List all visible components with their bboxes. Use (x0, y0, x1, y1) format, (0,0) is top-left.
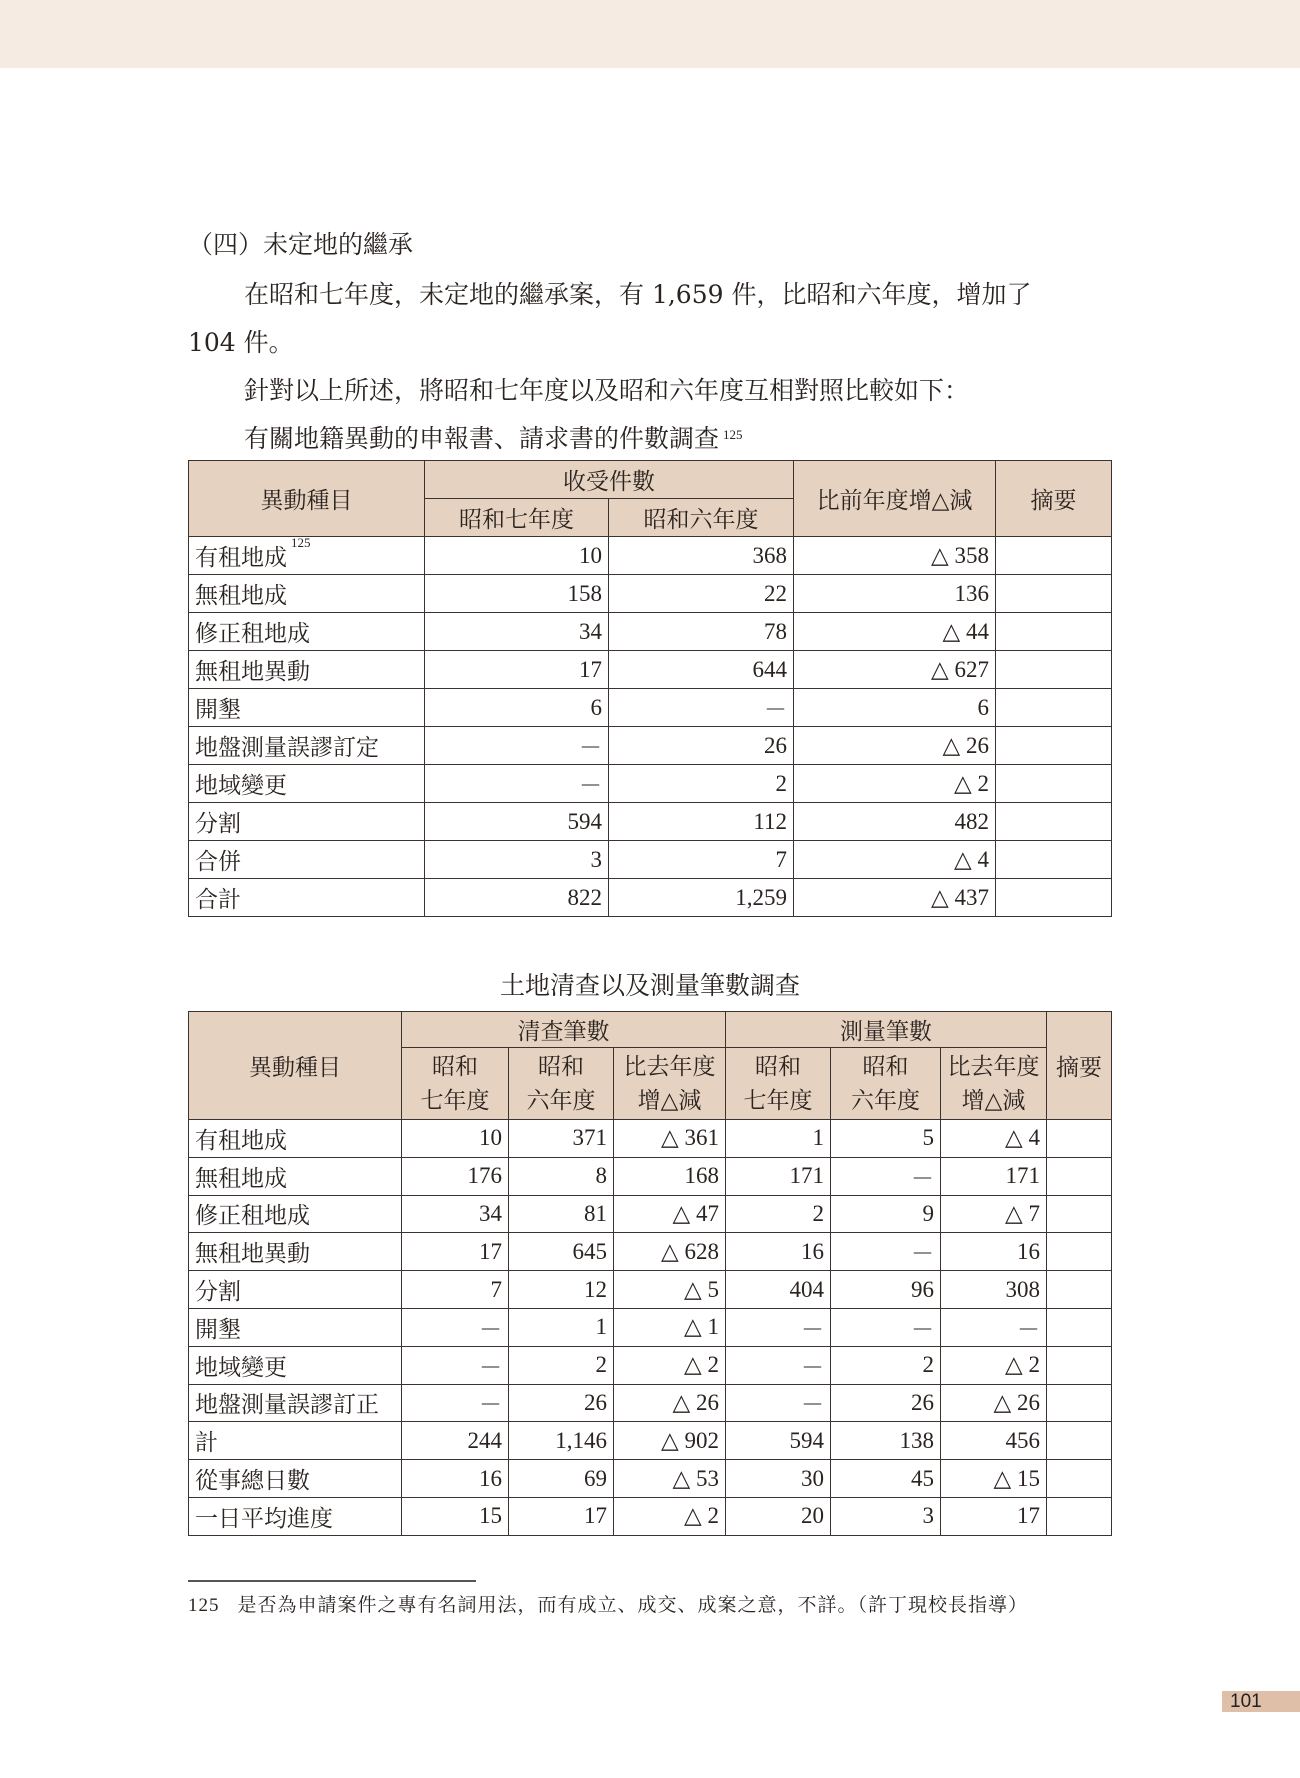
header-year6: 昭和六年度 (609, 499, 794, 537)
row-label-text: 有租地成 (195, 545, 287, 571)
cell-summary (1047, 1460, 1112, 1498)
cell-inspection-change: △ 628 (614, 1233, 726, 1271)
cell-year7: 10 (425, 537, 609, 575)
row-label: 修正租地成 (189, 1195, 402, 1233)
table-row (189, 879, 1112, 917)
table-row (189, 1195, 1112, 1233)
cell-survey-change: － (941, 1308, 1047, 1346)
paragraph-1-cont: 104 件。 (188, 328, 294, 357)
cell-inspection-change: △ 5 (614, 1271, 726, 1309)
header-summary: 摘要 (996, 461, 1112, 537)
header-line: 昭和 (538, 1053, 584, 1080)
cell-year6: 644 (609, 651, 794, 689)
header-line: 昭和 (755, 1053, 801, 1080)
header-line: 昭和 (432, 1053, 478, 1080)
cell-summary (996, 689, 1112, 727)
table-row (189, 1384, 1112, 1422)
cell-inspection-year7: 34 (402, 1195, 509, 1233)
header-line: 比去年度 (623, 1053, 716, 1080)
cell-summary (996, 575, 1112, 613)
header-inspection-year7 (402, 1048, 509, 1120)
cell-survey-year7: 171 (726, 1157, 831, 1195)
row-label (189, 689, 425, 727)
cell-year7: 6 (425, 689, 609, 727)
cell-summary (1047, 1120, 1112, 1158)
cell-survey-year6: － (831, 1233, 941, 1271)
row-label: 地域變更 (189, 1346, 402, 1384)
cell-survey-year6: 9 (831, 1195, 941, 1233)
cell-summary (996, 613, 1112, 651)
cell-inspection-change: △ 47 (614, 1195, 726, 1233)
cell-inspection-change: △ 361 (614, 1120, 726, 1158)
cell-year6: 1,259 (609, 879, 794, 917)
cell-summary (996, 765, 1112, 803)
row-label: 有租地成 (189, 1120, 402, 1158)
cell-survey-year6: 5 (831, 1120, 941, 1158)
cell-survey-change: 456 (941, 1422, 1047, 1460)
footnote (188, 1592, 1028, 1619)
row-label (189, 613, 425, 651)
header-line: 增△減 (637, 1087, 702, 1114)
cell-inspection-change: △ 2 (614, 1346, 726, 1384)
row-label-text: 修正租地成 (195, 621, 310, 647)
table-row (189, 575, 1112, 613)
table-row (189, 1233, 1112, 1271)
cell-year7: 34 (425, 613, 609, 651)
row-label: 地盤測量誤謬訂正 (189, 1384, 402, 1422)
row-label: 計 (189, 1422, 402, 1460)
cell-survey-year6: － (831, 1308, 941, 1346)
cell-change: △ 26 (794, 727, 996, 765)
footnote-number: 125 (188, 1595, 220, 1616)
cell-survey-year6: 45 (831, 1460, 941, 1498)
table-row (189, 1120, 1112, 1158)
cell-year6: 78 (609, 613, 794, 651)
cell-survey-year7: 594 (726, 1422, 831, 1460)
cell-year7: 3 (425, 841, 609, 879)
cell-summary (1047, 1346, 1112, 1384)
cell-change: △ 2 (794, 765, 996, 803)
inspection-survey-table (188, 1011, 1112, 1536)
cell-inspection-change: △ 26 (614, 1384, 726, 1422)
cell-inspection-year6: 1 (509, 1308, 614, 1346)
cell-summary (996, 803, 1112, 841)
cell-inspection-year6: 12 (509, 1271, 614, 1309)
cell-survey-change: 308 (941, 1271, 1047, 1309)
table1-caption-text: 有關地籍異動的申報書、請求書的件數調查 (244, 424, 720, 453)
header-survey-year7 (726, 1048, 831, 1120)
row-label: 無租地異動 (189, 1233, 402, 1271)
header-category: 異動種目 (189, 461, 425, 537)
cell-year7: 17 (425, 651, 609, 689)
table-row (189, 651, 1112, 689)
cell-survey-change: △ 4 (941, 1120, 1047, 1158)
cell-survey-year6: － (831, 1157, 941, 1195)
top-band (0, 0, 1300, 68)
table-row (189, 1271, 1112, 1309)
header-year7: 昭和七年度 (425, 499, 609, 537)
row-label-text: 分割 (195, 811, 241, 837)
cell-survey-change: △ 26 (941, 1384, 1047, 1422)
footnote-divider (188, 1580, 476, 1582)
cell-year6: 112 (609, 803, 794, 841)
cell-survey-year7: － (726, 1384, 831, 1422)
row-label (189, 841, 425, 879)
cell-summary (1047, 1157, 1112, 1195)
header-inspection-year6 (509, 1048, 614, 1120)
row-label (189, 575, 425, 613)
cell-inspection-year7: 17 (402, 1233, 509, 1271)
cell-survey-year6: 3 (831, 1497, 941, 1535)
table-row (189, 1460, 1112, 1498)
header-received: 收受件數 (425, 461, 794, 499)
cell-survey-year7: － (726, 1308, 831, 1346)
cell-change: 136 (794, 575, 996, 613)
cell-summary (996, 727, 1112, 765)
cell-survey-year6: 138 (831, 1422, 941, 1460)
cell-inspection-year6: 1,146 (509, 1422, 614, 1460)
cell-year7: 594 (425, 803, 609, 841)
cell-change: △ 627 (794, 651, 996, 689)
cell-survey-year6: 26 (831, 1384, 941, 1422)
row-label-text: 無租地異動 (195, 659, 310, 685)
table-row (189, 727, 1112, 765)
cell-summary (1047, 1271, 1112, 1309)
table-row (189, 613, 1112, 651)
row-label (189, 879, 425, 917)
header-survey-year6 (831, 1048, 941, 1120)
cell-year7: 158 (425, 575, 609, 613)
row-label (189, 765, 425, 803)
header-inspection-change (614, 1048, 726, 1120)
header-line: 昭和 (862, 1053, 909, 1080)
header-line: 增△減 (961, 1087, 1026, 1114)
cell-inspection-year7: － (402, 1384, 509, 1422)
header-line: 比去年度 (947, 1053, 1040, 1080)
header-survey: 測量筆數 (726, 1012, 1047, 1048)
header-change: 比前年度增△減 (794, 461, 996, 537)
cell-change: △ 437 (794, 879, 996, 917)
cell-inspection-change: △ 53 (614, 1460, 726, 1498)
cell-inspection-year7: 244 (402, 1422, 509, 1460)
cell-year6: 26 (609, 727, 794, 765)
cell-change: 482 (794, 803, 996, 841)
cell-inspection-year6: 17 (509, 1497, 614, 1535)
cell-year6: － (609, 689, 794, 727)
cell-inspection-year7: 7 (402, 1271, 509, 1309)
cell-inspection-change: △ 2 (614, 1497, 726, 1535)
header-line: 七年度 (420, 1087, 490, 1114)
cell-summary (996, 879, 1112, 917)
cell-inspection-year7: 15 (402, 1497, 509, 1535)
header-line: 六年度 (526, 1087, 596, 1114)
row-label: 一日平均進度 (189, 1497, 402, 1535)
cell-summary (996, 651, 1112, 689)
table-row (189, 765, 1112, 803)
footnote-ref: 125 (291, 536, 311, 550)
cell-summary (1047, 1308, 1112, 1346)
filing-count-table (188, 460, 1112, 917)
header-survey-change (941, 1048, 1047, 1120)
row-label-text: 無租地成 (195, 583, 287, 609)
cell-survey-change: △ 7 (941, 1195, 1047, 1233)
cell-summary (1047, 1497, 1112, 1535)
table-row (189, 537, 1112, 575)
header-line: 七年度 (743, 1087, 813, 1114)
table1-caption (244, 424, 743, 454)
table-row (189, 1422, 1112, 1460)
row-label: 分割 (189, 1271, 402, 1309)
cell-survey-change: △ 2 (941, 1346, 1047, 1384)
cell-inspection-year6: 26 (509, 1384, 614, 1422)
cell-summary (1047, 1233, 1112, 1271)
cell-change: △ 358 (794, 537, 996, 575)
table-row (189, 1497, 1112, 1535)
row-label-text: 地盤測量誤謬訂定 (195, 735, 379, 761)
header-line: 六年度 (851, 1087, 920, 1114)
row-label: 無租地成 (189, 1157, 402, 1195)
page-number: 101 (1222, 1691, 1300, 1712)
section-heading: （四）未定地的繼承 (188, 230, 414, 259)
cell-inspection-year7: － (402, 1346, 509, 1384)
paragraph-2: 針對以上所述，將昭和七年度以及昭和六年度互相對照比較如下： (244, 376, 970, 405)
cell-survey-change: 17 (941, 1497, 1047, 1535)
cell-summary (1047, 1422, 1112, 1460)
cell-year7: 822 (425, 879, 609, 917)
table-row (189, 1346, 1112, 1384)
cell-survey-year7: － (726, 1346, 831, 1384)
row-label: 從事總日數 (189, 1460, 402, 1498)
table2-caption: 土地清查以及測量筆數調查 (499, 971, 800, 1000)
cell-inspection-year7: 10 (402, 1120, 509, 1158)
cell-survey-change: △ 15 (941, 1460, 1047, 1498)
cell-summary (996, 841, 1112, 879)
cell-inspection-year6: 371 (509, 1120, 614, 1158)
cell-change: △ 44 (794, 613, 996, 651)
cell-survey-year7: 404 (726, 1271, 831, 1309)
cell-year6: 2 (609, 765, 794, 803)
row-label (189, 537, 425, 575)
cell-inspection-change: 168 (614, 1157, 726, 1195)
cell-inspection-year6: 2 (509, 1346, 614, 1384)
cell-year6: 7 (609, 841, 794, 879)
cell-survey-year7: 20 (726, 1497, 831, 1535)
cell-survey-year7: 16 (726, 1233, 831, 1271)
cell-year7: － (425, 727, 609, 765)
cell-summary (1047, 1384, 1112, 1422)
cell-summary (996, 537, 1112, 575)
cell-survey-year7: 1 (726, 1120, 831, 1158)
row-label (189, 651, 425, 689)
cell-inspection-year6: 69 (509, 1460, 614, 1498)
table-row (189, 803, 1112, 841)
header-inspection: 清查筆數 (402, 1012, 726, 1048)
footnote-text: 是否為申請案件之專有名詞用法，而有成立、成交、成案之意，不詳。（許丁現校長指導） (237, 1594, 1029, 1616)
table-row (189, 1308, 1112, 1346)
cell-survey-year6: 2 (831, 1346, 941, 1384)
paragraph-1: 在昭和七年度，未定地的繼承案，有 1,659 件，比昭和六年度，增加了 (244, 280, 1032, 309)
cell-inspection-year6: 81 (509, 1195, 614, 1233)
cell-inspection-year6: 8 (509, 1157, 614, 1195)
footnote-ref: 125 (723, 427, 743, 442)
row-label: 開墾 (189, 1308, 402, 1346)
header-summary: 摘要 (1047, 1012, 1112, 1120)
cell-change: △ 4 (794, 841, 996, 879)
cell-inspection-year7: 16 (402, 1460, 509, 1498)
cell-survey-year7: 2 (726, 1195, 831, 1233)
cell-change: 6 (794, 689, 996, 727)
header-category: 異動種目 (189, 1012, 402, 1120)
cell-year6: 22 (609, 575, 794, 613)
row-label-text: 合併 (195, 849, 241, 875)
cell-inspection-year6: 645 (509, 1233, 614, 1271)
cell-survey-year7: 30 (726, 1460, 831, 1498)
cell-survey-year6: 96 (831, 1271, 941, 1309)
cell-survey-change: 171 (941, 1157, 1047, 1195)
table-row (189, 1157, 1112, 1195)
table-row (189, 841, 1112, 879)
row-label (189, 803, 425, 841)
cell-survey-change: 16 (941, 1233, 1047, 1271)
cell-year6: 368 (609, 537, 794, 575)
cell-inspection-year7: － (402, 1308, 509, 1346)
table-row (189, 689, 1112, 727)
row-label (189, 727, 425, 765)
cell-inspection-change: △ 902 (614, 1422, 726, 1460)
row-label-text: 地域變更 (195, 773, 287, 799)
row-label-text: 合計 (195, 887, 241, 913)
cell-summary (1047, 1195, 1112, 1233)
row-label-text: 開墾 (195, 697, 241, 723)
cell-year7: － (425, 765, 609, 803)
cell-inspection-change: △ 1 (614, 1308, 726, 1346)
cell-inspection-year7: 176 (402, 1157, 509, 1195)
